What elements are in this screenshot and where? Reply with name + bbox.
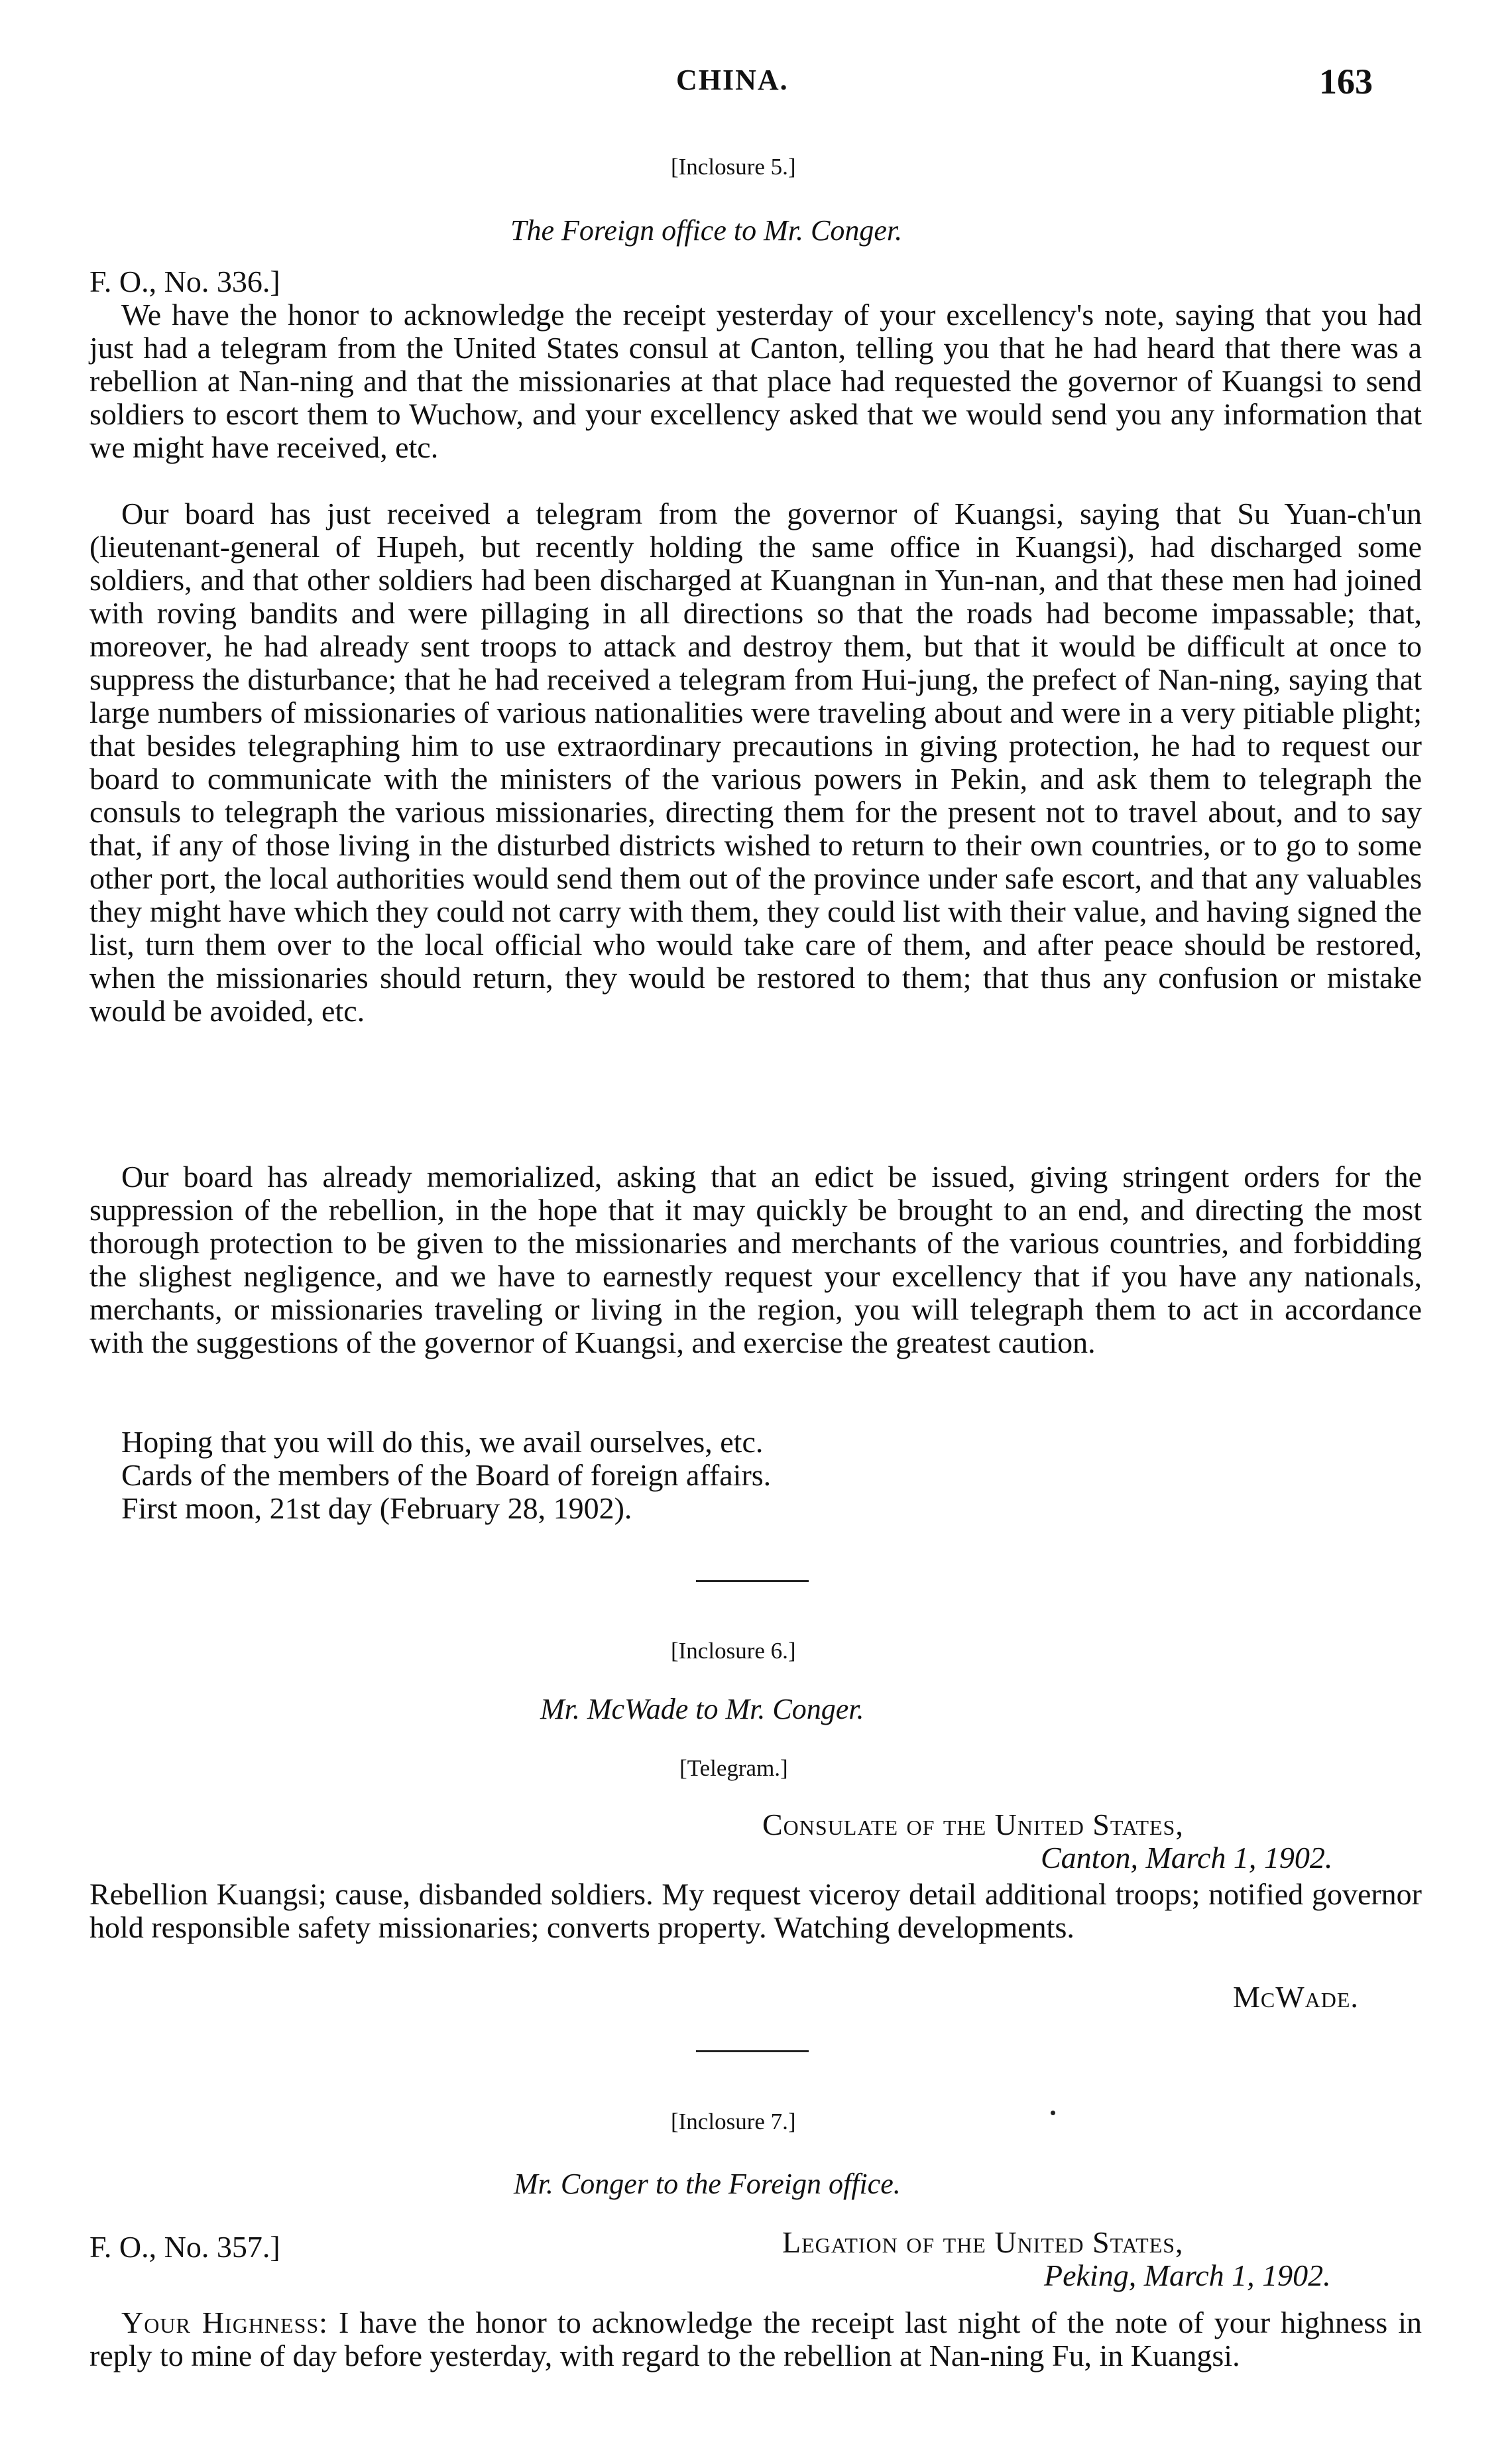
inclosure-6-body: Rebellion Kuangsi; cause, disbanded soldiers. My request viceroy detail additional troops; notified governor hold responsible safety missionaries; converts property. Watching developments. (89, 1877, 1422, 1944)
section-divider (696, 2050, 809, 2052)
inclosure-5-paragraph-3: Our board has already memorialized, asking that an edict be issued, giving stringent orders for the suppression of the rebellion, in the hope that it may quickly be brought to an end, and directing the most thorough protection to be given to the missionaries and merchants of the various countries, and forbidding the slighest negligence, and we have to earnestly request your excellency that if you have any nationals, merchants, or missionaries traveling or living in the region, you will telegraph them to act in accordance with the suggestions of the governor of Kuangsi, and exercise the greatest caution. (89, 1160, 1422, 1359)
inclosure-5-title: The Foreign office to Mr. Conger. (510, 214, 903, 247)
inclosure-5-paragraph-5: Cards of the members of the Board of foreign affairs. (121, 1458, 772, 1492)
inclosure-5-label: [Inclosure 5.] (671, 154, 796, 180)
inclosure-7-salutation: Your Highness: (121, 2306, 328, 2339)
inclosure-6-subtitle: [Telegram.] (679, 1755, 788, 1781)
inclosure-6-dateline: Canton, March 1, 1902. (1041, 1841, 1333, 1875)
inclosure-7-body-paragraph (89, 2306, 1422, 2372)
inclosure-5-paragraph-2: Our board has just received a telegram from the governor of Kuangsi, saying that Su Yuan-ch'un (lieutenant-general of Hupeh, but recently holding the same office in Kuangsi), had discharged some soldiers, and that other soldiers had been discharged at Kuangnan in Yun-nan, and that these men had joined with roving bandits and were pillaging in all directions so that the roads had become impassable; that, moreover, he had already sent troops to attack and destroy them, but that it would be difficult at once to suppress the disturbance; that he had received a telegram from Hui-jung, the prefect of Nan-ning, saying that large numbers of missionaries of various nationalities were traveling about and were in a very pitiable plight; that besides telegraphing him to use extraordinary precautions in giving protection, he had to request our board to communicate with the ministers of the various powers in Pekin, and ask them to telegraph the consuls to telegraph the various missionaries, directing them for the present not to travel about, and to say that, if any of those living in the disturbed districts wished to return to their own countries, or to go to some other port, the local authorities would send them out of the province under safe escort, and that any valuables they might have which they could not carry with them, they could list with their value, and having signed the list, turn them over to the local official who would take care of them, and after peace should be restored, when the missionaries should return, they would be restored to them; that thus any confusion or mistake would be avoided, etc. (89, 497, 1422, 1028)
inclosure-5-paragraph-6: First moon, 21st day (February 28, 1902). (121, 1491, 632, 1525)
ink-speck (1051, 2111, 1055, 2115)
inclosure-5-ref: F. O., No. 336.] (89, 265, 280, 298)
inclosure-7-ref: F. O., No. 357.] (89, 2230, 280, 2264)
inclosure-6-place: Consulate of the United States, (762, 1808, 1184, 1841)
inclosure-5-paragraph-1: We have the honor to acknowledge the receipt yesterday of your excellency's note, saying that you had just had a telegram from the United States consul at Canton, telling you that he had heard that there was a rebellion at Nan-ning and that the missionaries at that place had requested the governor of Kuangsi to send soldiers to escort them to Wuchow, and your excellency asked that we would send you any information that we might have received, etc. (89, 298, 1422, 464)
page-number: 163 (1319, 62, 1373, 101)
inclosure-6-label: [Inclosure 6.] (671, 1638, 796, 1664)
inclosure-7-place: Legation of the United States, (782, 2225, 1184, 2259)
inclosure-7-label: [Inclosure 7.] (671, 2109, 796, 2134)
inclosure-5-paragraph-4: Hoping that you will do this, we avail ourselves, etc. (121, 1425, 764, 1459)
inclosure-7-title: Mr. Conger to the Foreign office. (514, 2168, 901, 2200)
inclosure-6-title: Mr. McWade to Mr. Conger. (540, 1693, 864, 1725)
inclosure-6-signature: McWade. (1233, 1980, 1359, 2014)
running-head: CHINA. (676, 64, 789, 96)
inclosure-7-body: I have the honor to acknowledge the receipt last night of the note of your highness in reply to mine of day before yesterday, with regard to the rebellion at Nan-ning Fu, in Kuangsi. (89, 2306, 1422, 2372)
section-divider (696, 1580, 809, 1582)
inclosure-7-dateline: Peking, March 1, 1902. (1044, 2258, 1331, 2292)
